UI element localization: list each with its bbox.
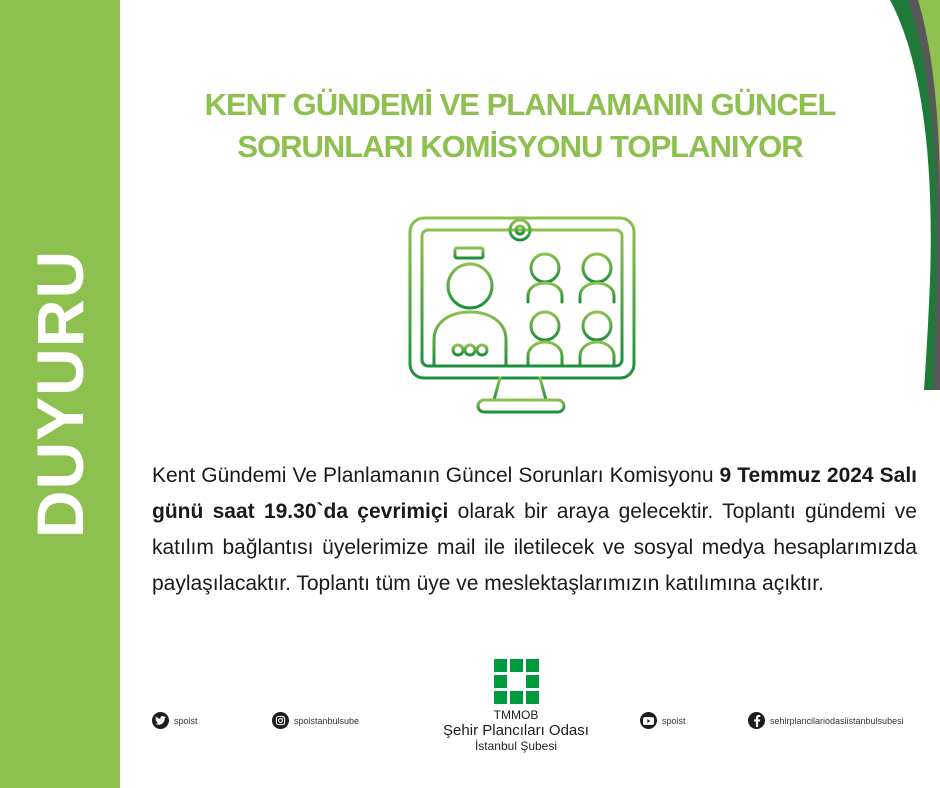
instagram-link[interactable] xyxy=(272,712,359,729)
org-branch: İstanbul Şubesi xyxy=(474,739,558,753)
video-conference-icon xyxy=(400,208,640,420)
announcement-body xyxy=(152,458,917,602)
body-text-date-highlight: 9 Temmuz 2024 Salı günü saat 19.30`da çevrimiçi xyxy=(152,464,917,523)
title-line-1: KENT GÜNDEMİ VE PLANLAMANIN GÜNCEL xyxy=(204,87,836,122)
org-name: Şehir Plancıları Odası xyxy=(443,722,589,739)
instagram-icon xyxy=(272,712,289,729)
organization-name-block xyxy=(418,708,614,754)
facebook-link[interactable] xyxy=(748,712,904,729)
instagram-handle: spoistanbulsube xyxy=(294,715,360,726)
announcement-title xyxy=(150,84,890,168)
tmmob-logo-icon xyxy=(494,659,540,705)
youtube-icon xyxy=(640,712,657,729)
facebook-icon xyxy=(748,712,765,729)
youtube-handle: spoist xyxy=(662,715,686,726)
facebook-handle: sehirplancilariodasiistanbulsubesi xyxy=(770,715,904,726)
body-text-intro: Kent Gündemi Ve Planlamanın Güncel Sorunları Komisyonu xyxy=(152,464,720,487)
twitter-link[interactable] xyxy=(152,712,198,729)
title-line-2: SORUNLARI KOMİSYONU TOPLANIYOR xyxy=(237,129,803,164)
org-abbreviation: TMMOB xyxy=(493,708,539,722)
twitter-handle: spoist xyxy=(174,715,198,726)
sidebar-band xyxy=(0,0,120,788)
twitter-icon xyxy=(152,712,169,729)
sidebar-label: DUYURU xyxy=(23,249,97,539)
youtube-link[interactable] xyxy=(640,712,686,729)
body-text-details: olarak bir araya gelecektir. Toplantı gündemi ve katılım bağlantısı üyelerimize mail ile iletilecek ve sosyal medya hesaplarımızda paylaşılacaktır. Toplantı tüm üye ve meslektaşlarımızın katılımına açıktır. xyxy=(152,500,917,595)
corner-swoosh-decoration xyxy=(860,0,940,390)
